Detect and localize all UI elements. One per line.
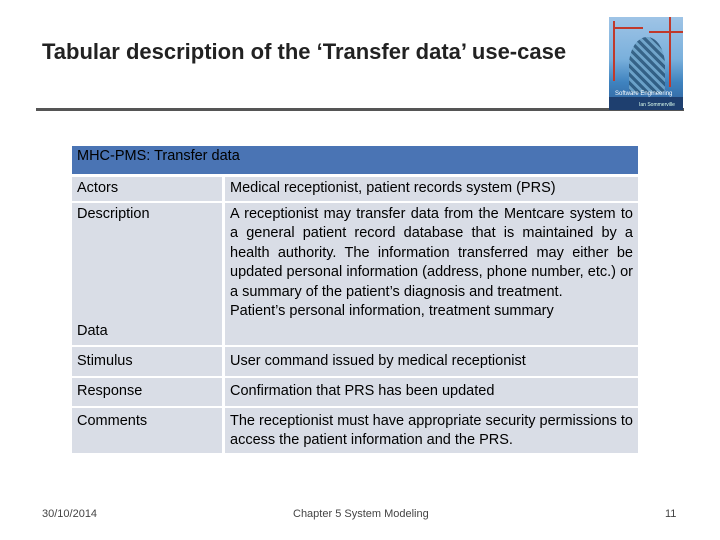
crane-jib-right bbox=[649, 31, 683, 33]
row-label-description bbox=[72, 203, 225, 347]
table-header-row bbox=[72, 146, 638, 177]
title-divider bbox=[36, 108, 684, 111]
description-text: A receptionist may transfer data from the Mentcare system to a general patient record database that is maintained by a health authority. The information transferred may either be updated personal information (address, phone number, etc.) or a summary of the patient’s diagnosis and treatment. bbox=[230, 205, 633, 300]
book-cover-image bbox=[609, 17, 683, 110]
table-row bbox=[72, 177, 638, 203]
footer-chapter: Chapter 5 System Modeling bbox=[293, 508, 429, 520]
use-case-table bbox=[72, 146, 638, 455]
crane-jib bbox=[613, 27, 643, 29]
row-label-stimulus: Stimulus bbox=[72, 347, 225, 379]
tower-graphic bbox=[629, 37, 665, 93]
footer-page-number: 11 bbox=[665, 508, 677, 520]
table-header bbox=[72, 146, 638, 177]
cover-title: Software Engineering bbox=[615, 91, 673, 97]
crane-mast-right bbox=[669, 17, 671, 87]
table-row bbox=[72, 378, 638, 408]
label-description: Description bbox=[77, 205, 150, 222]
label-data: Data bbox=[77, 323, 108, 339]
table-row bbox=[72, 408, 638, 455]
row-label-actors: Actors bbox=[72, 177, 225, 203]
crane-mast bbox=[613, 21, 615, 81]
row-label-response: Response bbox=[72, 378, 225, 408]
footer-date: 30/10/2014 bbox=[42, 508, 98, 520]
row-value-actors: Medical receptionist, patient records system (PRS) bbox=[225, 177, 638, 203]
row-value-comments: The receptionist must have appropriate security permissions to access the patient information and the PRS. bbox=[225, 408, 638, 455]
table-row bbox=[72, 203, 638, 347]
row-label-comments: Comments bbox=[72, 408, 225, 455]
row-value-description bbox=[225, 203, 638, 347]
table-header-text: MHC-PMS: Transfer data bbox=[77, 148, 240, 164]
row-value-stimulus: User command issued by medical receptionist bbox=[225, 347, 638, 379]
row-value-response: Confirmation that PRS has been updated bbox=[225, 378, 638, 408]
table-row bbox=[72, 347, 638, 379]
cover-author: Ian Sommerville bbox=[639, 102, 675, 108]
data-text: Patient’s personal information, treatment summary bbox=[230, 303, 554, 319]
slide-title: Tabular description of the ‘Transfer data’ use-case bbox=[42, 39, 567, 64]
